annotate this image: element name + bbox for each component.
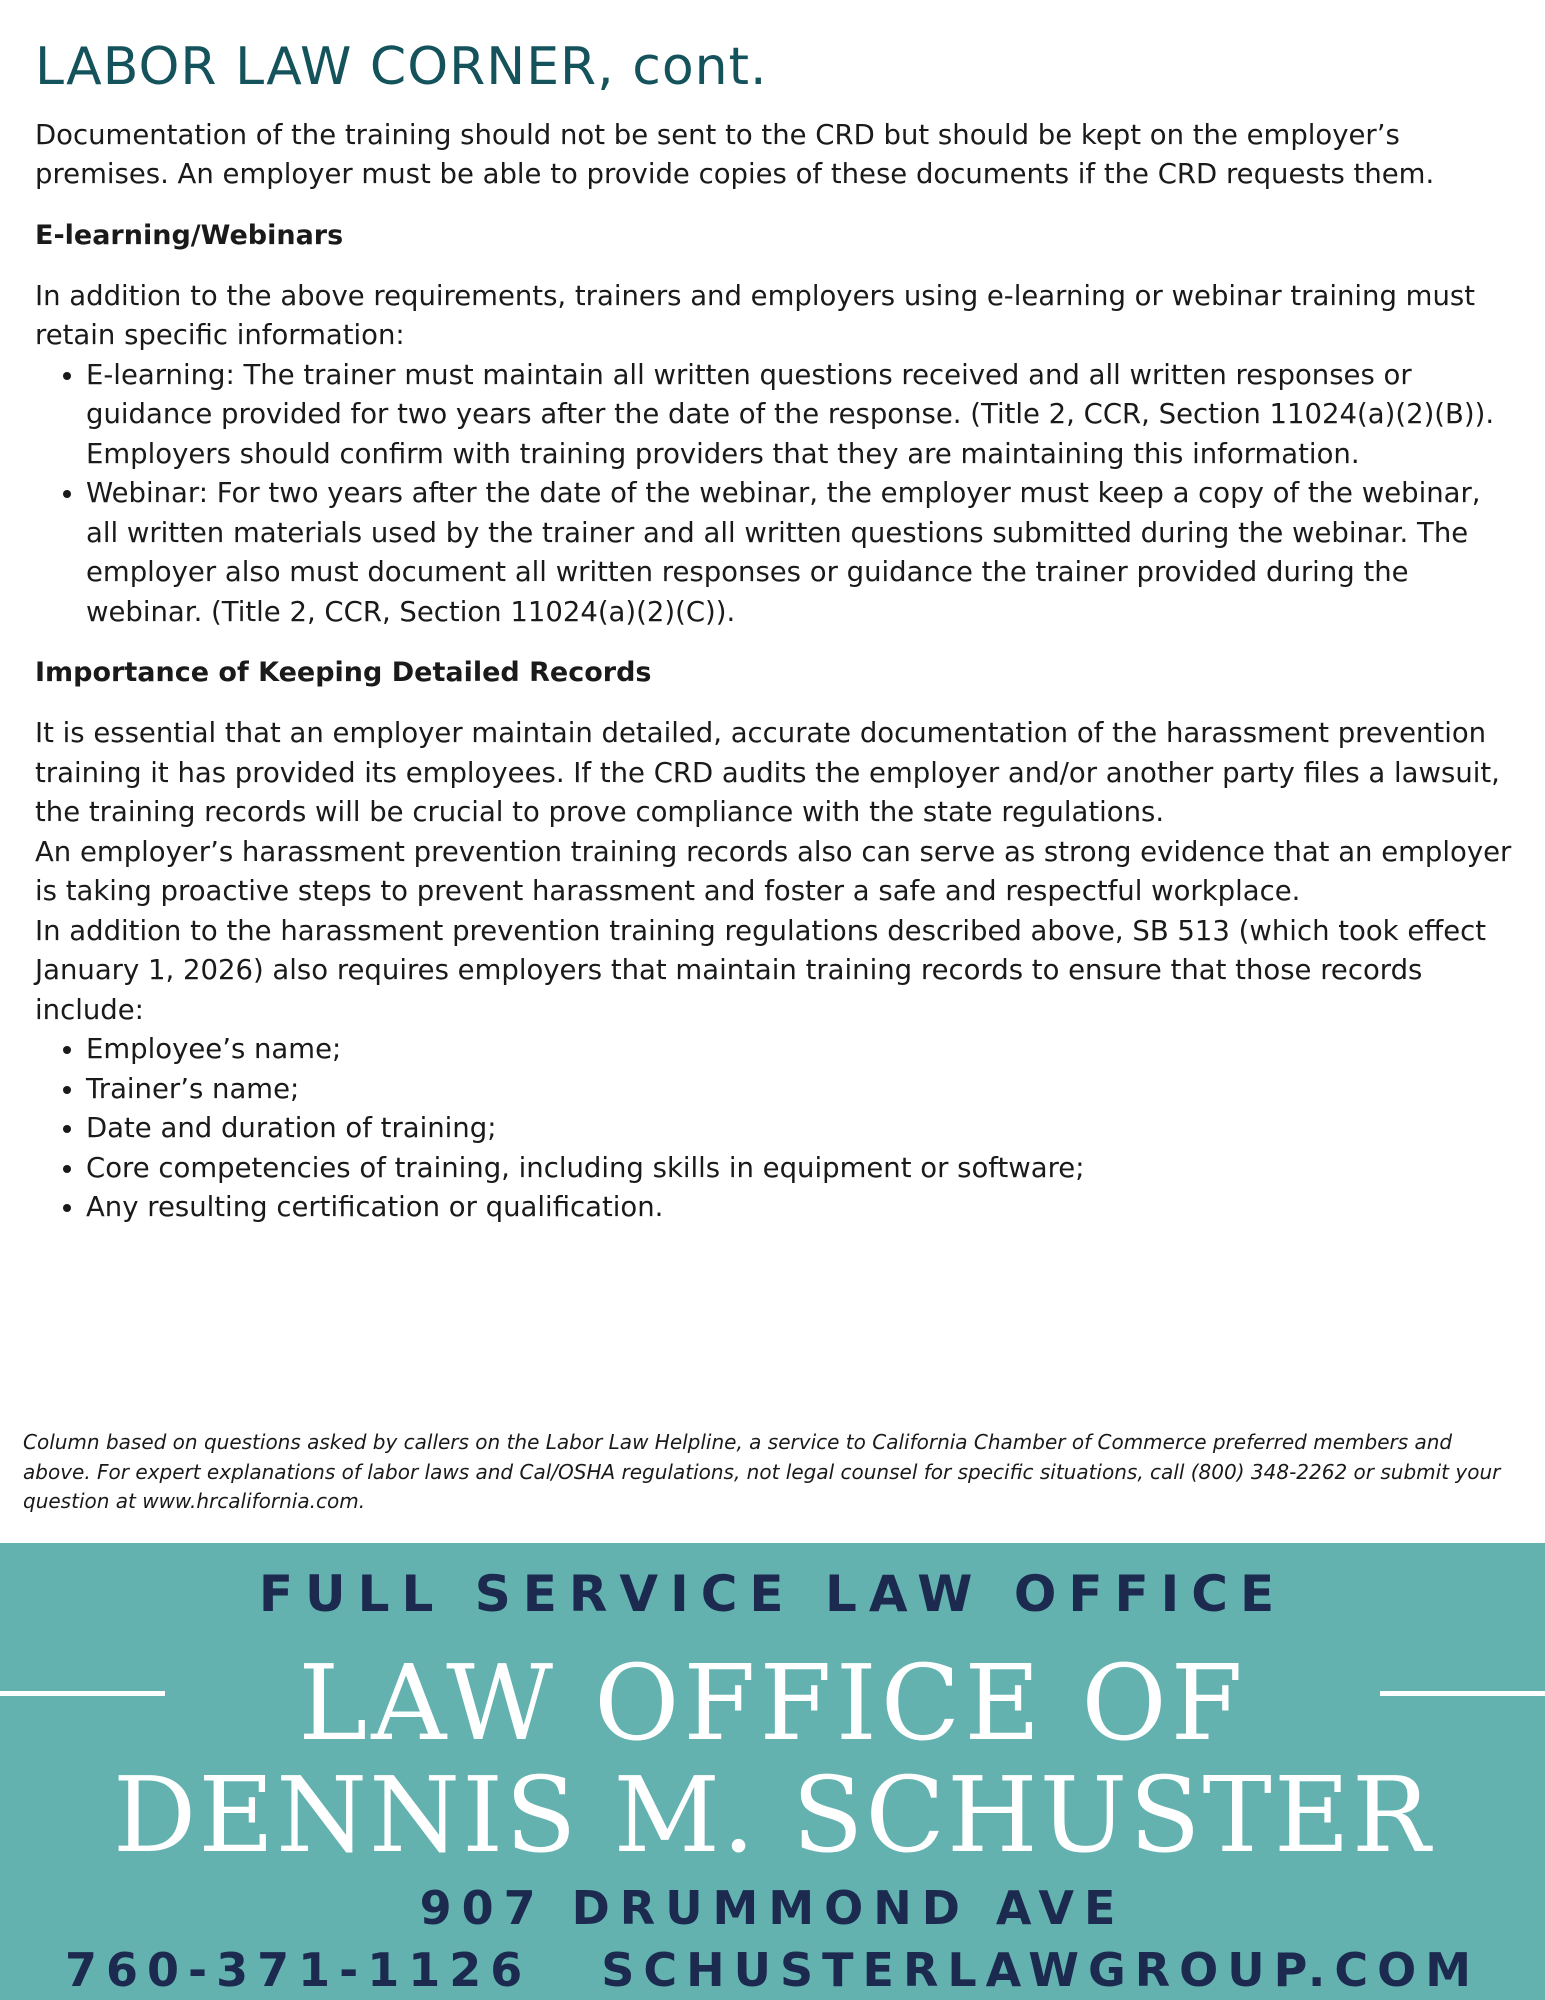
list-item: • E-learning: The trainer must maintain all written questions received and all written responses or guidance provided for two years after the date of the response. (Title 2, CCR, Section 11024(a)(2)(B)). Employers should confirm with training providers that they are maintaining this information. — [86, 356, 1515, 475]
intro-paragraph: Documentation of the training should not be sent to the CRD but should be kept on the employer’s premises. An employer must be able to provide copies of these documents if the CRD requests them. — [35, 118, 1435, 191]
article — [35, 38, 1515, 1228]
list-item: • Core competencies of training, including skills in equipment or software; — [86, 1149, 1515, 1189]
ad-tagline: FULL SERVICE LAW OFFICE — [258, 1565, 1287, 1623]
list-item: • Webinar: For two years after the date of the webinar, the employer must keep a copy of the webinar, all written materials used by the trainer and all written questions submitted during the webinar. The employer also must document all written responses or guidance the trainer provided during the webinar. (Title 2, CCR, Section 11024(a)(2)(C)). — [86, 474, 1515, 632]
section-heading-elearning: E-learning/Webinars — [35, 219, 344, 251]
list-item: • Trainer’s name; — [86, 1070, 1515, 1110]
list-item: • Date and duration of training; — [86, 1109, 1515, 1149]
elearning-paragraph: In addition to the above requirements, trainers and employers using e-learning or webinar training must retain specific information: — [35, 279, 1475, 352]
ad-contact — [0, 1943, 1545, 1997]
page-title: LABOR LAW CORNER, cont. — [35, 37, 768, 97]
ad-website: SCHUSTERLAWGROUP.COM — [601, 1943, 1480, 1997]
elearning-list — [35, 356, 1515, 633]
law-office-ad-banner — [0, 1543, 1545, 2000]
ad-phone: 760-371-1126 — [65, 1943, 532, 1997]
ad-name-line-1: LAW OFFICE OF — [298, 1642, 1247, 1764]
list-item: • Employee’s name; — [86, 1030, 1515, 1070]
records-paragraph: It is essential that an employer maintain detailed, accurate documentation of the harassment prevention training it has provided its employees. If the CRD audits the employer and/or another party files a lawsuit, the training records will be crucial to prove compliance with the state regulations. — [35, 717, 1500, 829]
records-paragraph: An employer’s harassment prevention training records also can serve as strong evidence that an employer is taking proactive steps to prevent harassment and foster a safe and respectful workplace. — [35, 835, 1512, 908]
ad-address: 907 DRUMMOND AVE — [419, 1881, 1126, 1935]
records-paragraph: In addition to the harassment prevention training regulations described above, SB 513 (which took effect January 1, 2026) also requires employers that maintain training records to ensure that those records include: — [35, 914, 1487, 1026]
section-heading-records: Importance of Keeping Detailed Records — [35, 657, 652, 689]
footnote: Column based on questions asked by callers on the Labor Law Helpline, a service to California Chamber of Commerce preferred members and above. For expert explanations of labor laws and Cal/OSHA regulations, not legal counsel for specific situations, call (800) 348-2262 or submit your question at www.hrcalifornia.com. — [23, 1430, 1501, 1513]
ad-name-line-2: DENNIS M. SCHUSTER — [112, 1754, 1433, 1876]
records-list — [35, 1030, 1515, 1228]
list-item: • Any resulting certification or qualification. — [86, 1188, 1515, 1228]
